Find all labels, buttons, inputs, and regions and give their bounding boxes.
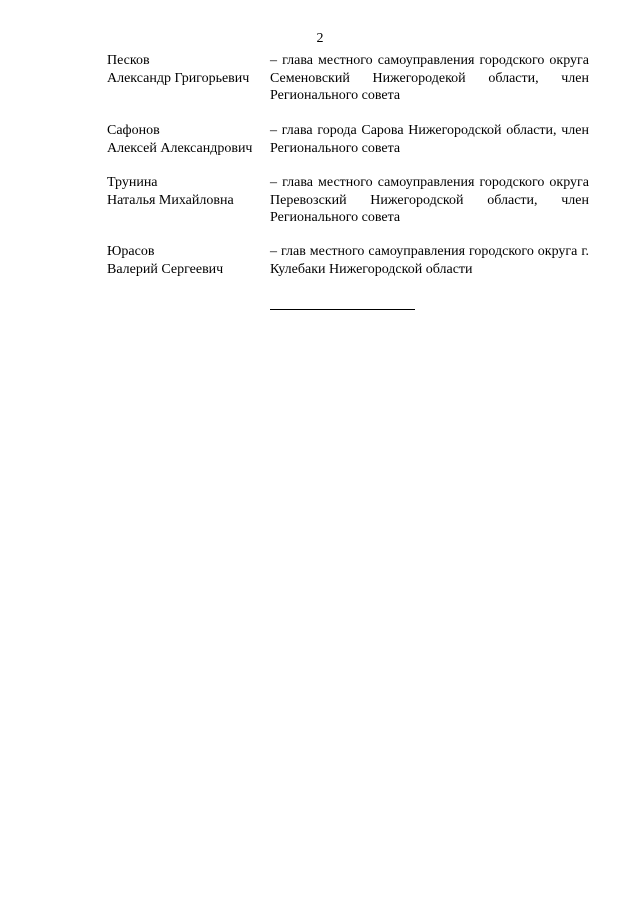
member-name (107, 122, 277, 157)
member-given-names: Александр Григорьевич (107, 70, 250, 86)
member-surname: Сафонов (107, 123, 160, 138)
member-surname: Трунина (107, 175, 158, 190)
closing-rule (270, 309, 415, 310)
member-given-names: Алексей Александрович (107, 140, 253, 156)
member-surname: Юрасов (107, 244, 155, 259)
member-given-names: Наталья Михайловна (107, 192, 234, 208)
member-name (107, 52, 277, 87)
page-number: 2 (316, 31, 324, 46)
member-name (107, 243, 277, 278)
member-name (107, 174, 277, 209)
member-description: – глава местного самоуправления городского округа Семеновский Нижегородекой области, член Регионального совета (270, 53, 589, 103)
member-given-names: Валерий Сергеевич (107, 261, 224, 277)
member-description: – глава города Сарова Нижегородской области, член Регионального совета (270, 123, 589, 156)
member-description: – глава местного самоуправления городского округа Перевозский Нижегородской области, член Регионального совета (270, 175, 589, 225)
member-description: – глав местного самоуправления городского округа г. Кулебаки Нижегородской области (270, 244, 589, 277)
member-surname: Песков (107, 53, 150, 68)
